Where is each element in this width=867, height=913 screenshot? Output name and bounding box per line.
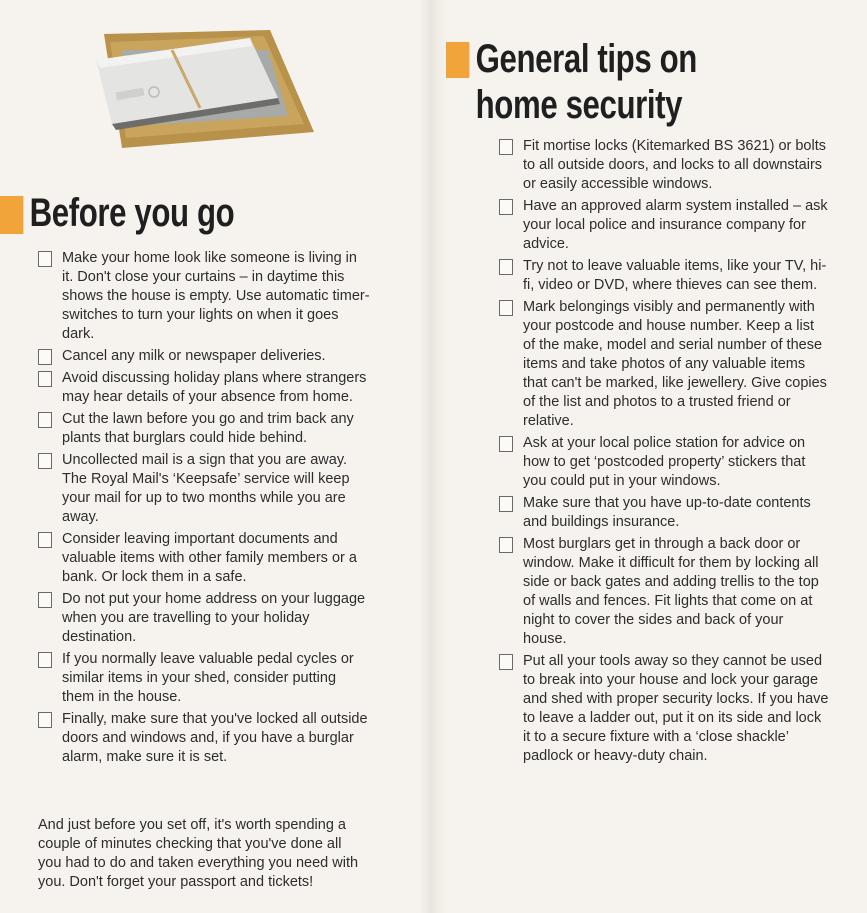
checklist-item	[499, 257, 829, 295]
checkbox-icon[interactable]	[499, 654, 513, 670]
general-tips-title-line1: General tips on	[475, 37, 697, 81]
checklist-item-text: Most burglars get in through a back door or window. Make it difficult for them by locking all side or back gates and adding trellis to the top of walls and fences. Fit lights that come on at night to cover the sides and back of your house.	[523, 536, 819, 647]
checkbox-icon[interactable]	[38, 371, 52, 387]
checklist-item	[499, 434, 829, 491]
checklist-item-text: Try not to leave valuable items, like your TV, hi-fi, video or DVD, where thieves can see them.	[523, 258, 827, 293]
checklist-item-text: If you normally leave valuable pedal cycles or similar items in your shed, consider putting them in the house.	[62, 651, 354, 705]
checkbox-icon[interactable]	[499, 436, 513, 452]
before-you-go-checklist	[38, 249, 370, 770]
checkbox-icon[interactable]	[499, 300, 513, 316]
checklist-item-text: Cut the lawn before you go and trim back any plants that burglars could hide behind.	[62, 411, 354, 446]
heading-accent-block	[446, 42, 469, 78]
general-tips-title-line2: home security	[475, 83, 683, 127]
before-you-go-heading	[0, 190, 234, 236]
checklist-item-text: Cancel any milk or newspaper deliveries.	[62, 348, 326, 364]
checklist-item	[499, 197, 829, 254]
checklist-item	[38, 347, 370, 366]
checklist-item-text: Avoid discussing holiday plans where strangers may hear details of your absence from home.	[62, 370, 367, 405]
envelopes-icon	[82, 20, 322, 160]
checklist-item	[38, 369, 370, 407]
checkbox-icon[interactable]	[499, 537, 513, 553]
checklist-item	[499, 137, 829, 194]
checkbox-icon[interactable]	[499, 139, 513, 155]
checklist-item	[38, 590, 370, 647]
checklist-item-text: Make your home look like someone is living in it. Don't close your curtains – in daytime this shows the house is empty. Use automatic timer-switches to turn your lights on when it goes dark.	[62, 250, 370, 342]
checklist-item-text: Put all your tools away so they cannot be used to break into your house and lock your garage and shed with proper security locks. If you have to leave a ladder out, put it on its side and lock it to a secure fixture with a ‘close shackle’ padlock or heavy-duty chain.	[523, 653, 829, 764]
checklist-item-text: Ask at your local police station for advice on how to get ‘postcoded property’ stickers that you could put in your windows.	[523, 435, 806, 489]
heading-accent-block	[0, 196, 23, 234]
checklist-item	[499, 298, 829, 431]
checklist-item	[38, 710, 370, 767]
checklist-item-text: Have an approved alarm system installed – ask your local police and insurance company for advice.	[523, 198, 828, 252]
checklist-item	[38, 451, 370, 527]
checkbox-icon[interactable]	[499, 496, 513, 512]
checklist-item	[38, 650, 370, 707]
general-tips-title	[476, 36, 697, 128]
checklist-item-text: Do not put your home address on your luggage when you are travelling to your holiday destination.	[62, 591, 366, 645]
checkbox-icon[interactable]	[38, 532, 52, 548]
checkbox-icon[interactable]	[38, 592, 52, 608]
checklist-item-text: Mark belongings visibly and permanently with your postcode and house number. Keep a list of the make, model and serial number of these items and take photos of any valuable items that can't be marked, like jewellery. Give copies of the list and photos to a trusted friend or relative.	[523, 299, 827, 429]
checklist-item	[499, 535, 829, 649]
general-tips-checklist	[499, 137, 829, 769]
checkbox-icon[interactable]	[38, 251, 52, 267]
closing-paragraph: And just before you set off, it's worth spending a couple of minutes checking that you've done all you had to do and taken everything you need with you. Don't forget your passport and tickets!	[38, 817, 359, 890]
general-tips-heading	[446, 36, 697, 128]
checkbox-icon[interactable]	[38, 349, 52, 365]
checklist-item-text: Make sure that you have up-to-date contents and buildings insurance.	[523, 495, 811, 530]
before-you-go-title: Before you go	[29, 191, 235, 235]
checklist-item-text: Fit mortise locks (Kitemarked BS 3621) or bolts to all outside doors, and locks to all downstairs or easily accessible windows.	[523, 138, 826, 192]
page-fold	[418, 0, 448, 913]
checkbox-icon[interactable]	[499, 259, 513, 275]
checklist-item	[38, 249, 370, 344]
checkbox-icon[interactable]	[499, 199, 513, 215]
checklist-item-text: Finally, make sure that you've locked all outside doors and windows and, if you have a burglar alarm, make sure it is set.	[62, 711, 368, 765]
checkbox-icon[interactable]	[38, 652, 52, 668]
checklist-item	[499, 494, 829, 532]
checkbox-icon[interactable]	[38, 712, 52, 728]
checklist-item-text: Uncollected mail is a sign that you are away. The Royal Mail's ‘Keepsafe’ service will keep your mail for up to two months while you are away.	[62, 452, 350, 525]
checklist-item-text: Consider leaving important documents and valuable items with other family members or a bank. Or lock them in a safe.	[62, 531, 357, 585]
checklist-item	[499, 652, 829, 766]
checkbox-icon[interactable]	[38, 412, 52, 428]
checklist-item	[38, 530, 370, 587]
checkbox-icon[interactable]	[38, 453, 52, 469]
checklist-item	[38, 410, 370, 448]
